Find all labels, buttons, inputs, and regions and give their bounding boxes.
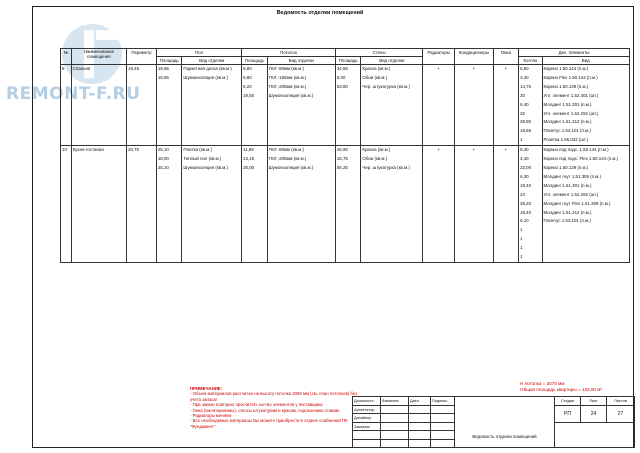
list-item: 22,00 <box>520 164 532 170</box>
stamp-caption: Ведомость отделки помещений <box>455 397 555 448</box>
room-perimeter: 20,70 <box>127 146 157 263</box>
list-item: 1 <box>520 245 523 251</box>
wall-types <box>361 146 423 263</box>
decor-types <box>542 65 629 146</box>
notes-lines <box>190 391 360 429</box>
list-item: ГКЛ -80мм (кв.м.) <box>268 66 304 71</box>
list-item: 13,15 <box>243 156 255 162</box>
summary-block <box>520 381 602 393</box>
header-radiators: Радиаторы <box>423 49 455 65</box>
list-item: Молдинг гнут 1.51.309 (п.м.) <box>543 173 601 179</box>
list-item: Обои (кв.м.) <box>362 156 388 162</box>
list-item: 6,20 <box>243 83 252 89</box>
floor-types <box>182 65 242 146</box>
stamp-label: Дата <box>409 397 431 406</box>
list-item: 1 <box>520 236 523 242</box>
list-item: - При заказе повторно просчитать кол-во элементов у поставщика <box>190 402 323 408</box>
ac-mark: + <box>455 146 493 263</box>
list-item: 6,50 <box>520 66 529 71</box>
ceiling-areas <box>242 65 268 146</box>
list-item: Розетка 1.56.032 (шт.) <box>543 137 589 143</box>
list-item: Угл. элемент 1.52.292 (шт.) <box>543 191 599 197</box>
list-item: 53,80 <box>336 83 348 89</box>
list-item: 25,10 <box>157 147 169 153</box>
room-num: 9 <box>61 65 72 146</box>
table-row <box>61 65 630 146</box>
list-item: 6,80 <box>243 66 252 71</box>
list-item: 14,70 <box>520 83 532 89</box>
document-title: Ведомость отделки помещений <box>276 10 364 16</box>
room-name: Спальня <box>71 65 126 146</box>
list-item: Молдинг 1.51.301 (п.м.) <box>543 182 592 188</box>
subheader-ceiling-area: Площадь <box>242 57 268 65</box>
list-item: Карниз 1.50.139 (п.м.) <box>543 164 589 170</box>
list-item: 19,65 <box>157 74 169 80</box>
list-item: Карниз 1.50.144 (п.м.) <box>543 66 589 71</box>
list-item: 25,10 <box>157 164 169 170</box>
room-perimeter: 19,45 <box>127 65 157 146</box>
list-item: Молдинг гнут Flex 1.51.308 (п.м.) <box>543 200 611 206</box>
list-item: 11,85 <box>243 147 254 153</box>
list-item: 6,80 <box>243 74 252 80</box>
stamp-role: Заказчик <box>353 422 381 431</box>
ceiling-types <box>267 146 335 263</box>
list-item: 6,40 <box>520 101 529 107</box>
room-num: 10 <box>61 146 72 263</box>
decor-qty <box>519 65 542 146</box>
list-item: 18,65 <box>520 128 532 134</box>
windows-mark: + <box>493 146 519 263</box>
list-item: 19,65 <box>157 66 169 71</box>
sheets-label: Листов <box>607 397 635 406</box>
floor-types <box>182 146 242 263</box>
subheader-decor-type: Вид <box>542 57 629 65</box>
stamp-label: Должность <box>353 397 381 406</box>
list-item: ГКЛ -200мм (кв.м.) <box>268 83 307 89</box>
list-item: ГКЛ -150мм (кв.м.) <box>268 74 307 80</box>
stage-label: Стадия <box>555 397 581 406</box>
list-item: ГКЛ -200мм (кв.м.) <box>268 156 307 162</box>
title-block <box>352 396 635 448</box>
list-item: Молдинг 1.51.301 (п.м.) <box>543 101 592 107</box>
subheader-floor-type: Вид отделки <box>182 57 242 65</box>
decor-qty <box>519 146 542 263</box>
list-item: Карниз под подс. 1.50.144 (п.м.) <box>543 147 609 153</box>
finishing-table <box>60 48 630 263</box>
room-name: Кухня-гостиная <box>71 146 126 263</box>
list-item: Плитка (кв.м.) <box>183 147 212 153</box>
list-item: 34,55 <box>336 66 348 71</box>
list-item: Чер. штукатурка (кв.м.) <box>362 164 410 170</box>
list-item: 28,20 <box>520 200 532 206</box>
header-windows: Окна <box>493 49 519 65</box>
ceiling-height: Н потолка = 3070 мм <box>520 381 565 386</box>
stamp-label: Подпись <box>431 397 455 406</box>
header-decor: Дек. Элементы <box>519 49 630 57</box>
header-walls: Стены <box>335 49 422 57</box>
notes-title: ПРИМЕЧАНИЕ: <box>190 386 223 391</box>
radiators-mark: + <box>423 146 455 263</box>
watermark-text: REMONT-F.RU <box>6 84 141 104</box>
list-item: 15,75 <box>336 156 348 162</box>
list-item: Шумоизоляция (кв.м.) <box>183 164 228 170</box>
subheader-walls-area: Площадь <box>335 57 361 65</box>
subheader-walls-type: Вид отделки <box>361 57 423 65</box>
list-item: Краска (кв.м.) <box>362 66 391 71</box>
wall-types <box>361 65 423 146</box>
header-ceiling: Потолок <box>242 49 336 57</box>
list-item: Плинтус 1.53.101 (п.м.) <box>543 128 591 134</box>
list-item: - Окна (смонтированы), откосы штукатурим и красим, подоконники ставим. <box>190 407 340 413</box>
list-item: - Радиаторы меняем <box>190 413 232 419</box>
table-row <box>61 146 630 263</box>
list-item: Карниз Flex 1.50.144 (п.м.) <box>543 74 598 80</box>
ceiling-areas <box>242 146 268 263</box>
list-item: Паркетная доска (кв.м.) <box>183 66 232 71</box>
list-item: 19,40 <box>520 209 532 215</box>
list-item: 6,00 <box>336 74 346 80</box>
floor-areas <box>156 65 182 146</box>
list-item: Угл. элемент 1.52.292 (шт.) <box>543 110 599 116</box>
list-item: 19,40 <box>520 182 532 188</box>
list-item: Угл. элемент 1.52.301 (шт.) <box>543 92 599 98</box>
list-item: 4,40 <box>520 156 529 162</box>
list-item: Обои (кв.м.) <box>362 74 388 80</box>
list-item: Карниз под подс. Flex 1.50.144 (п.м.) <box>543 156 619 162</box>
subheader-ceiling-type: Вид отделки <box>267 57 335 65</box>
list-item: 1 <box>520 227 523 233</box>
sheet-value: 24 <box>581 405 607 422</box>
header-perimeter: Периметр <box>127 49 157 65</box>
list-item: 6,10 <box>520 218 529 224</box>
list-item: 26,90 <box>336 147 348 153</box>
list-item: Молдинг 1.51.312 (п.м.) <box>543 119 592 125</box>
ceiling-types <box>267 65 335 146</box>
apartment-area: Общая площадь квартиры = 133,00 м² <box>520 387 602 392</box>
ac-mark: + <box>455 65 493 146</box>
floor-areas <box>156 146 182 263</box>
wall-areas <box>335 65 361 146</box>
header-ac: Кондиционеры <box>455 49 493 65</box>
wall-areas <box>335 146 361 263</box>
list-item: 1 <box>520 137 523 143</box>
list-item: 6,30 <box>520 173 529 179</box>
list-item: 18,00 <box>157 156 169 162</box>
header-num: № <box>61 49 72 65</box>
radiators-mark: + <box>423 65 455 146</box>
list-item: 1 <box>520 254 523 260</box>
list-item: Краска (кв.м.) <box>362 147 391 153</box>
subheader-decor-qty: Кол-во <box>519 57 542 65</box>
stamp-role: Дизайнер <box>353 414 381 423</box>
list-item: 32 <box>520 110 525 116</box>
list-item: ГКЛ -80мм (кв.м.) <box>268 147 304 153</box>
list-item: 19,50 <box>243 92 255 98</box>
list-item: - Объем материалов рассчитан на высоту потолка 3080 мм (см. план потолков) без учета запаса! <box>190 391 358 402</box>
windows-mark: + <box>493 65 519 146</box>
list-item: - Все необходимые материалы Вы можете приобрести в отделе снабжения ПК "Фундамент" <box>190 418 348 429</box>
stamp-label: Фамилия <box>381 397 409 406</box>
list-item: 28,80 <box>520 119 532 125</box>
stage-value: РП <box>555 405 581 422</box>
list-item: Карниз 1.50.139 (п.м.) <box>543 83 589 89</box>
list-item: 8,40 <box>520 147 529 153</box>
list-item: Теплый пол (кв.м.) <box>183 156 222 162</box>
list-item: 24 <box>520 191 525 197</box>
notes-block <box>190 386 360 429</box>
list-item: 20 <box>520 92 525 98</box>
list-item: Чер. штукатурка (кв.м.) <box>362 83 410 89</box>
list-item: Шумоизоляция (кв.м.) <box>268 164 314 170</box>
list-item: Шумоизоляция (кв.м.) <box>268 92 314 98</box>
list-item: Плинтус 1.53.101 (п.м.) <box>543 218 591 224</box>
list-item: 3,40 <box>520 74 529 80</box>
list-item: Молдинг 1.51.312 (п.м.) <box>543 209 592 215</box>
header-floor: Пол <box>156 49 241 57</box>
sheet-label: Лист <box>581 397 607 406</box>
stamp-role: Архитектор <box>353 405 381 414</box>
header-name: Наименование помещения <box>71 49 126 65</box>
decor-types <box>542 146 629 263</box>
list-item: 25,00 <box>243 164 255 170</box>
sheets-value: 27 <box>607 405 635 422</box>
list-item: Шумоизоляция (кв.м.) <box>183 74 228 80</box>
subheader-floor-area: Площадь <box>156 57 182 65</box>
list-item: 56,25 <box>336 164 348 170</box>
